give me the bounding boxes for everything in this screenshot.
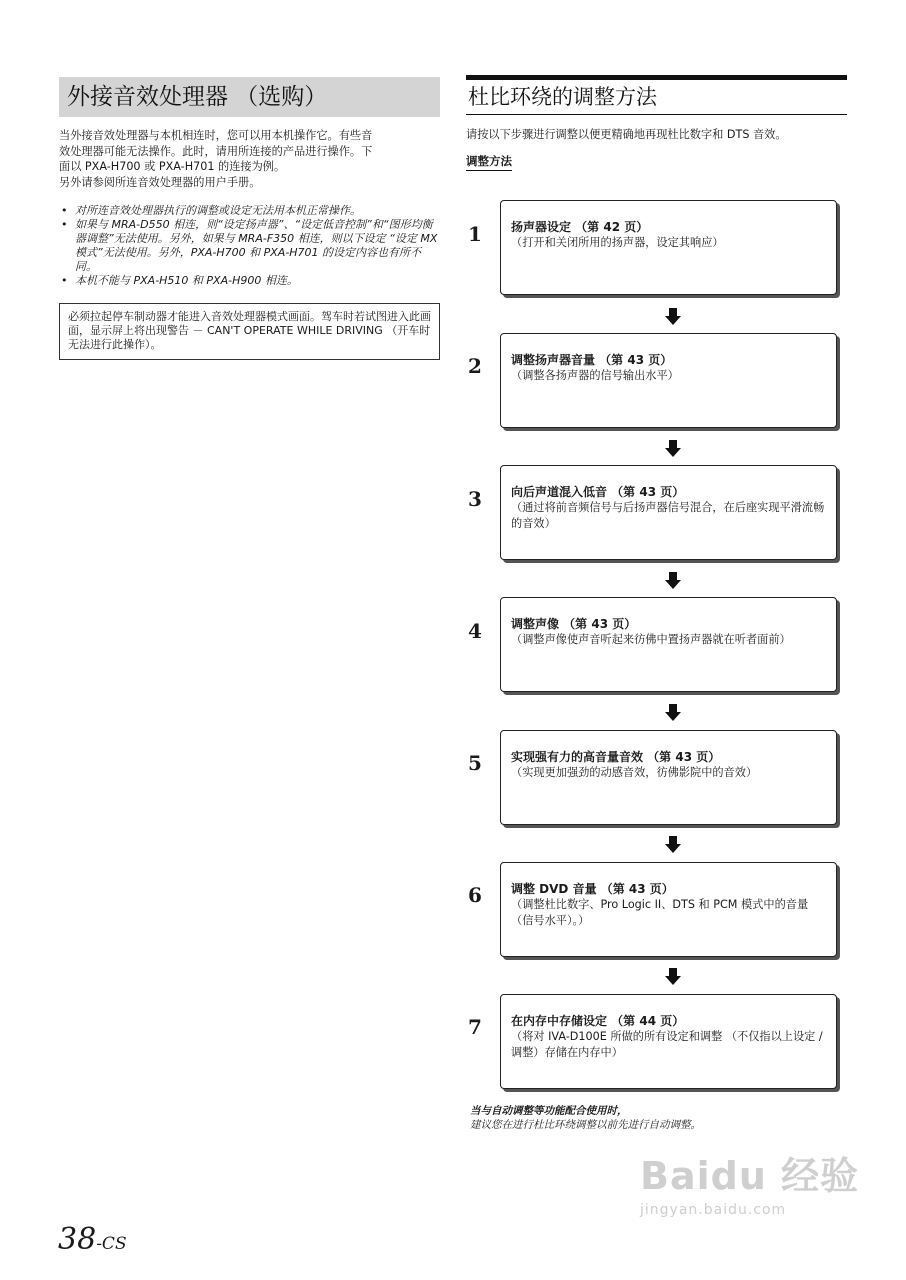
page-number-value: 38 [58, 1222, 97, 1257]
notes-list [59, 204, 440, 288]
step-number: 6 [468, 883, 482, 907]
watermark-url: jingyan.baidu.com [640, 1202, 787, 1218]
page-number [58, 1222, 127, 1257]
step-title: 在内存中存储设定 （第 44 页） [511, 1014, 685, 1028]
intro-line: 当外接音效处理器与本机相连时，您可以用本机操作它。有些音 [59, 129, 373, 142]
intro-line: 另外请参阅所连音效处理器的用户手册。 [59, 175, 261, 189]
intro-line: 效处理器可能无法操作。此时，请用所连接的产品进行操作。下 [59, 144, 373, 158]
intro-line: 面以 PXA-H700 或 PXA-H701 的连接为例。 [59, 160, 286, 173]
down-arrow-icon [665, 704, 681, 721]
section-title-external-processor: 外接音效处理器 （选购） [59, 77, 440, 117]
auto-adjust-footnote [470, 1104, 701, 1132]
step-description: （打开和关闭所用的扬声器，设定其响应） [511, 236, 724, 249]
step-box [500, 465, 837, 560]
baidu-watermark [640, 1145, 859, 1218]
step-title: 调整声像 （第 43 页） [511, 617, 637, 631]
step-box [500, 597, 837, 692]
note-item: • 对所连音效处理器执行的调整或设定无法用本机正常操作。 [59, 204, 440, 218]
page-number-suffix: -CS [96, 1234, 127, 1254]
section-title-dolby: 杜比环绕的调整方法 [466, 75, 847, 115]
step-title: 扬声器设定 （第 42 页） [511, 220, 649, 234]
step-title: 实现强有力的高音量音效 （第 43 页） [511, 750, 721, 764]
step-number: 3 [468, 487, 482, 511]
note-item: • 本机不能与 PXA-H510 和 PXA-H900 相连。 [59, 274, 440, 288]
step-description: （调整声像使声音听起来彷佛中置扬声器就在听者面前） [511, 633, 791, 646]
footnote-body: 建议您在进行杜比环绕调整以前先进行自动调整。 [470, 1119, 701, 1131]
step-number: 5 [468, 751, 482, 775]
intro-paragraph [59, 128, 440, 190]
step-description: （将对 IVA-D100E 所做的所有设定和调整 （不仅指以上设定 / 调整）存储在内存中） [511, 1030, 823, 1059]
step-box [500, 200, 837, 295]
step-box [500, 862, 837, 957]
note-item: • 如果与 MRA-D550 相连，则“设定扬声器”、“设定低音控制”和“图形均衡器调整”无法使用。另外，如果与 MRA-F350 相连，则以下设定 “设定 MX 模式”无法使用。另外，PXA-H700 和 PXA-H701 的设定内容也有所不同。 [59, 218, 440, 274]
step-number: 2 [468, 354, 482, 378]
warning-box: 必须拉起停车制动器才能进入音效处理器模式画面。驾车时若试图进入此画面，显示屏上将出现警告 － CAN'T OPERATE WHILE DRIVING （开车时无法进行此操作）。 [59, 303, 440, 360]
down-arrow-icon [665, 968, 681, 985]
step-box [500, 730, 837, 825]
footnote-heading: 当与自动调整等功能配合使用时， [470, 1105, 628, 1117]
step-title: 向后声道混入低音 （第 43 页） [511, 485, 685, 499]
step-box [500, 994, 837, 1089]
step-box [500, 333, 837, 428]
step-description: （调整杜比数字、Pro Logic II、DTS 和 PCM 模式中的音量 （信号水平）。） [511, 898, 809, 927]
dolby-intro: 请按以下步骤进行调整以便更精确地再现杜比数字和 DTS 音效。 [466, 128, 787, 141]
step-number: 4 [468, 619, 482, 643]
step-description: （通过将前音频信号与后扬声器信号混合，在后座实现平滑流畅的音效） [511, 501, 825, 530]
adjust-method-subhead: 调整方法 [466, 153, 512, 171]
left-column [59, 77, 440, 360]
right-column [466, 75, 847, 171]
step-number: 7 [468, 1015, 482, 1039]
down-arrow-icon [665, 440, 681, 457]
down-arrow-icon [665, 572, 681, 589]
watermark-brand: Baidu 经验 [640, 1154, 860, 1198]
step-title: 调整扬声器音量 （第 43 页） [511, 353, 673, 367]
step-title: 调整 DVD 音量 （第 43 页） [511, 882, 674, 896]
down-arrow-icon [665, 836, 681, 853]
step-description: （调整各扬声器的信号输出水平） [511, 369, 679, 382]
down-arrow-icon [665, 308, 681, 325]
step-description: （实现更加强劲的动感音效，彷佛影院中的音效） [511, 766, 758, 779]
step-number: 1 [468, 222, 482, 246]
